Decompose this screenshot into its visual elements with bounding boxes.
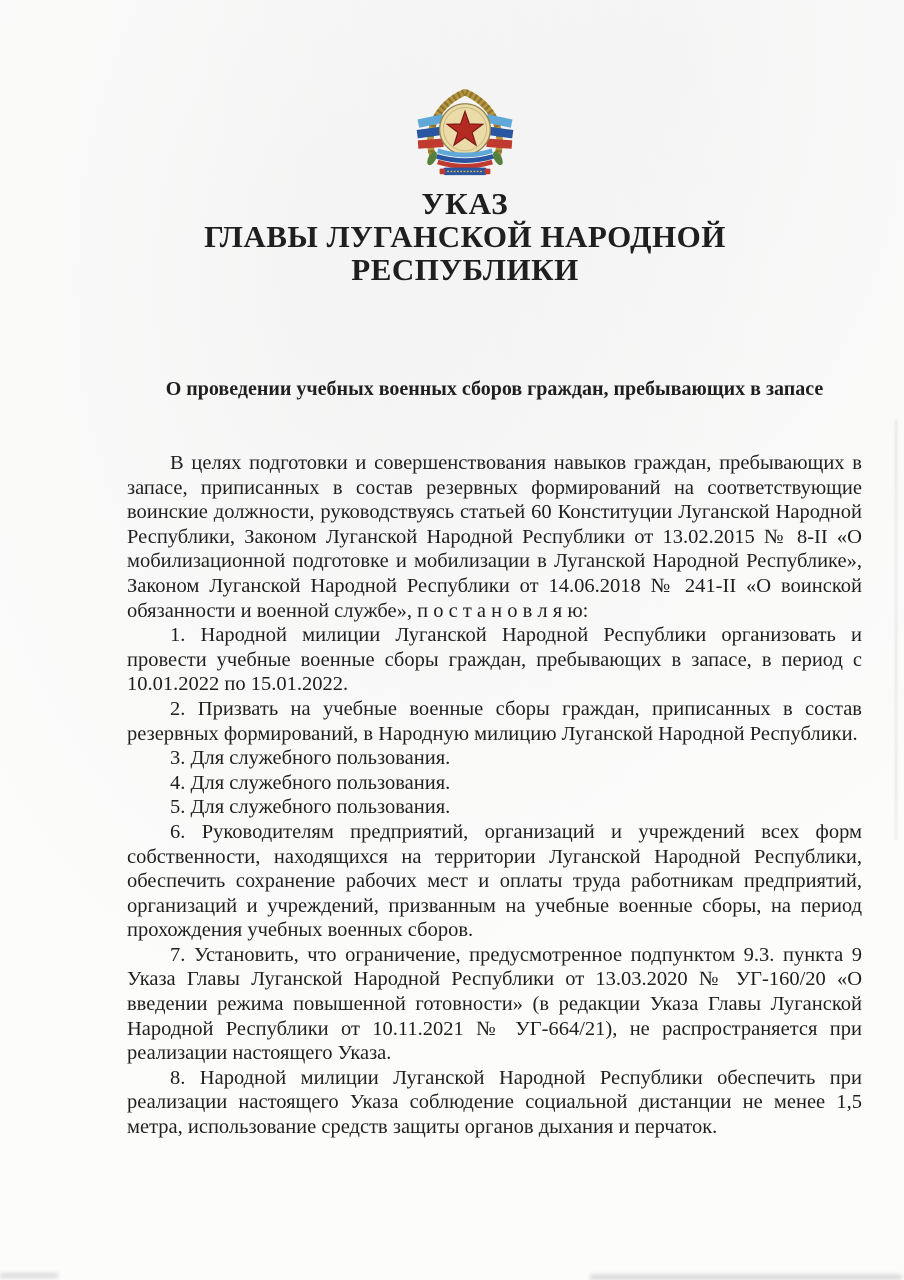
decree-subject: О проведении учебных военных сборов граждан, пребывающих в запасе [165,378,824,400]
decree-body [127,451,862,1140]
decree-item-2: 2. Призвать на учебные военные сборы граждан, приписанных в состав резервных формирований, в Народную милицию Луганской Народной Республики. [127,697,862,745]
decree-item-6: 6. Руководителям предприятий, организаций и учреждений всех форм собственности, находящихся на территории Луганской Народной Республики, обеспечить сохранение рабочих мест и оплаты труда работникам предприятий, организаций и учреждений, призванным на учебные военные сборы, на период прохождения учебных военных сборов. [127,820,862,942]
preamble-paragraph: В целях подготовки и совершенствования навыков граждан, пребывающих в запасе, приписанных в состав резервных формирований на соответствующие воинские должности, руководствуясь статьей 60 Конституции Луганской Народной Республики, Законом Луганской Народной Республики от 13.02.2015 № 8-II «О мобилизационной подготовке и мобилизации в Луганской Народной Республике», Законом Луганской Народной Республики от 14.06.2018 № 241-II «О воинской обязанности и военной службе», п о с т а н о в л я ю: [127,452,862,622]
scan-smudge [590,1275,902,1279]
decree-item-8: 8. Народной милиции Луганской Народной Республики обеспечить при реализации настоящего Указа соблюдение социальной дистанции не менее 1,5 метра, использование средств защиты органов дыхания и перчаток. [127,1066,862,1139]
decree-item-7: 7. Установить, что ограничение, предусмотренное подпунктом 9.3. пункта 9 Указа Главы Луганской Народной Республики от 13.03.2020 № УГ-160/20 «О введении режима повышенной готовности» (в редакции Указа Главы Луганской Народной Республики от 10.11.2021 № УГ-664/21), не распространяется при реализации настоящего Указа. [127,943,862,1065]
decree-item-4: 4. Для служебного пользования. [170,771,451,794]
decree-item-5: 5. Для служебного пользования. [170,796,451,819]
decree-item-1: 1. Народной милиции Луганской Народной Республики организовать и провести учебные военные сборы граждан, пребывающих в запасе, в период с 10.01.2022 по 15.01.2022. [127,624,862,696]
decree-issuer-title: ГЛАВЫ ЛУГАНСКОЙ НАРОДНОЙ РЕСПУБЛИКИ [204,219,726,287]
decree-type-title: УКАЗ [421,186,509,221]
decree-header [120,84,810,286]
decree-item-3: 3. Для служебного пользования. [170,747,451,770]
scan-smudge [0,1273,58,1278]
lnr-coat-of-arms-icon [412,84,518,178]
scan-edge-artifact [895,420,897,840]
